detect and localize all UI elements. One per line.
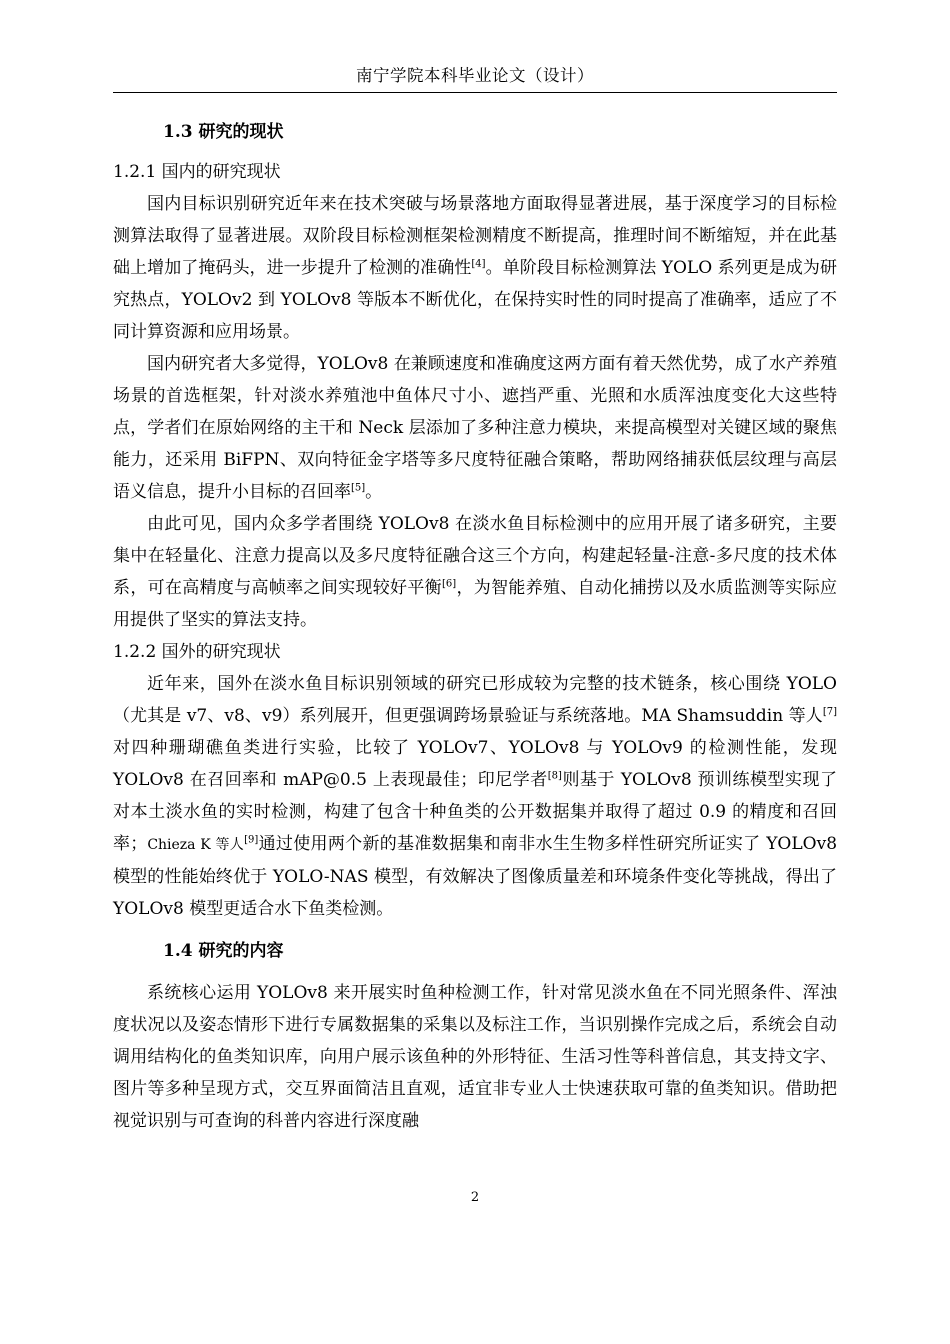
page-body [113, 114, 837, 1137]
section-heading-1-4: 1.4 研究的内容 [163, 941, 284, 961]
paragraph-foreign [113, 668, 837, 925]
citation-ref: [7] [822, 706, 837, 718]
paragraph-domestic-2 [113, 348, 837, 508]
paragraph-text: 国内目标识别研究近年来在技术突破与场景落地方面取得显著进展，基于深度学习的目标检测算法取得了显著进展。双阶段目标检测框架检测精度不断提高，推理时间不断缩短，并在此基础上增加了掩码头，进一步提升了检测的准确性 [113, 194, 837, 278]
paragraph-text: 则基于 YOLOv8 预训练模型实现了对本土淡水鱼的实时检测，构建了包含十种鱼类的公开数据集并取得了超过 0.9 的精度和召回率； [113, 770, 837, 854]
paragraph-research-content: 系统核心运用 YOLOv8 来开展实时鱼种检测工作，针对常见淡水鱼在不同光照条件、浑浊度状况以及姿态情形下进行专属数据集的采集以及标注工作，当识别操作完成之后，系统会自动调用结构化的鱼类知识库，向用户展示该鱼种的外形特征、生活习性等科普信息，其支持文字、图片等多种呈现方式，交互界面简洁且直观，适宜非专业人士快速获取可靠的鱼类知识。借助把视觉识别与可查询的科普内容进行深度融 [113, 983, 837, 1131]
citation-ref: [8] [547, 770, 562, 782]
section-heading-1-3: 1.3 研究的现状 [163, 122, 284, 142]
paragraph-text: 国内研究者大多觉得，YOLOv8 在兼顾速度和准确度这两方面有着天然优势，成了水产养殖场景的首选框架，针对淡水养殖池中鱼体尺寸小、遮挡严重、光照和水质浑浊度变化大这些特点，学者们在原始网络的主干和 Neck 层添加了多种注意力模块，来提高模型对关键区域的聚焦能力，还采用 BiFPN、双向特征金字塔等多尺度特征融合策略，帮助网络捕获低层纹理与高层语义信息，提升小目标的召回率 [113, 354, 837, 502]
paragraph-text: 。 [365, 482, 383, 502]
citation-ref: [9] [244, 834, 259, 846]
page-number: 2 [470, 1190, 480, 1205]
paragraph-text-small: Chieza K 等人 [147, 837, 245, 853]
paragraph-text: 。单阶段目标检测算法 YOLO 系列更是成为研究热点，YOLOv2 到 YOLOv8 等版本不断优化，在保持实时性的同时提高了准确率，适应了不同计算资源和应用场景。 [113, 258, 838, 342]
paragraph-text: 近年来，国外在淡水鱼目标识别领域的研究已形成较为完整的技术链条，核心围绕 YOLO（尤其是 v7、v8、v9）系列展开，但更强调跨场景验证与系统落地。MA Shamsuddin 等人 [113, 674, 837, 726]
paragraph-text: 由此可见，国内众多学者围绕 YOLOv8 在淡水鱼目标检测中的应用开展了诸多研究，主要集中在轻量化、注意力提高以及多尺度特征融合这三个方向，构建起轻量-注意-多尺度的技术体系，可在高精度与高帧率之间实现较好平衡 [113, 514, 837, 598]
citation-ref: [5] [351, 482, 366, 494]
subsection-heading-1-2-1: 1.2.1 国内的研究现状 [113, 162, 281, 182]
paragraph-domestic-3 [113, 508, 837, 636]
citation-ref: [6] [441, 578, 457, 590]
paragraph-text: ，为智能养殖、自动化捕捞以及水质监测等实际应用提供了坚实的算法支持。 [113, 578, 838, 630]
paragraph-domestic-1 [113, 188, 837, 348]
paragraph-text: 通过使用两个新的基准数据集和南非水生生物多样性研究所证实了 YOLOv8 模型的性能始终优于 YOLO-NAS 模型，有效解决了图像质量差和环境条件变化等挑战，得出了 YOLOv8 模型更适合水下鱼类检测。 [113, 834, 838, 919]
header-divider [113, 92, 837, 93]
page-header-title: 南宁学院本科毕业论文（设计） [356, 66, 594, 85]
subsection-heading-1-2-2: 1.2.2 国外的研究现状 [113, 642, 281, 662]
paragraph-text: 对四种珊瑚礁鱼类进行实验，比较了 YOLOv7、YOLOv8 与 YOLOv9 的检测性能，发现 YOLOv8 在召回率和 mAP@0.5 上表现最佳；印尼学者 [113, 738, 837, 790]
citation-ref: [4] [471, 258, 486, 270]
